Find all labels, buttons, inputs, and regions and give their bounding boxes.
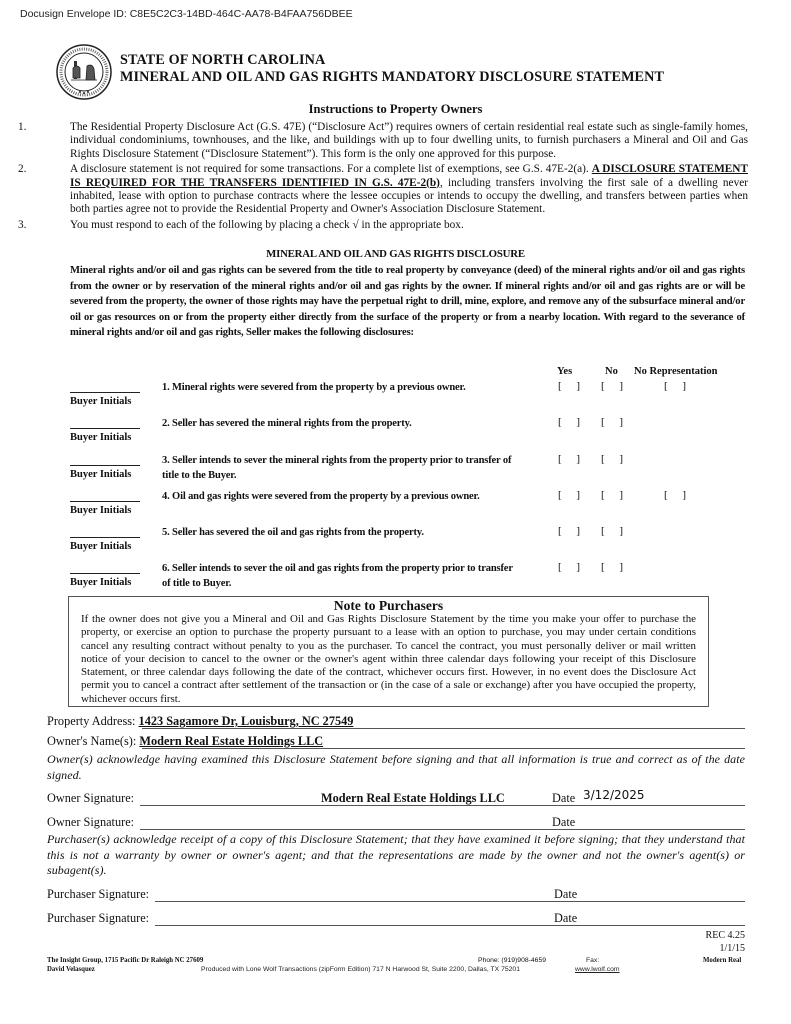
question-text: 4. Oil and gas rights were severed from the property by a previous owner.: [162, 491, 480, 502]
column-no-representation: No Representation: [634, 366, 718, 377]
instruction-item-1: 1. The Residential Property Disclosure Act (G.S. 47E) (“Disclosure Act”) requires owners of certain residential real estate such as single-family homes, individual condominiums, townhouses, and the like, and buildings with up to four dwelling units, to furnish purchasers a Mineral and Oil and Gas Rights Disclosure Statement (“Disclosure Statement”). This form is the only one approved for this purpose.: [18, 121, 748, 160]
owner-name-row: [47, 734, 323, 749]
owner-signature-row-1: [47, 788, 747, 809]
footer-produced-by: Produced with Lone Wolf Transactions (zipForm Edition) 717 N Harwood St, Suite 2200, Dallas, TX 75201: [201, 966, 520, 973]
owner-name-label: Owner's Name(s):: [47, 734, 137, 748]
purchaser-signature-row-1: [47, 887, 747, 905]
title-line-2: MINERAL AND OIL AND GAS RIGHTS MANDATORY DISCLOSURE STATEMENT: [120, 69, 665, 85]
column-no: No: [605, 366, 618, 377]
purchaser-acknowledgement: Purchaser(s) acknowledge receipt of a copy of this Disclosure Statement; that they have examined it before signing; that they understand that this is not a warranty by owner or owner's agent; and that the representations are made by the owner and not the owner's agent(s) or subagent(s).: [47, 832, 745, 877]
question-row-4: [0, 487, 791, 523]
instructions-heading: Instructions to Property Owners: [308, 102, 483, 116]
date-label: Date: [552, 815, 576, 829]
owner-name-line: [142, 748, 745, 749]
question-row-6: [0, 559, 791, 595]
note-title: Note to Purchasers: [333, 598, 444, 613]
checkbox-no[interactable]: [ ]: [601, 561, 630, 573]
property-address-label: Property Address:: [47, 714, 136, 728]
instructions-list: [18, 121, 748, 234]
checkbox-yes[interactable]: [ ]: [558, 525, 587, 537]
property-address-row: [47, 714, 353, 729]
buyer-initials-field[interactable]: [70, 573, 140, 574]
checkbox-yes[interactable]: [ ]: [558, 561, 587, 573]
checkbox-no[interactable]: [ ]: [601, 525, 630, 537]
form-code-rec: REC 4.25: [705, 930, 745, 941]
question-text: 1. Mineral rights were severed from the property by a previous owner.: [162, 382, 466, 393]
checkbox-yes[interactable]: [ ]: [558, 453, 587, 465]
owner-signature-value: Modern Real Estate Holdings LLC: [321, 791, 505, 805]
owner-acknowledgement: Owner(s) acknowledge having examined this Disclosure Statement before signing and that all information is true and correct as of the date signed.: [47, 752, 745, 782]
property-address-line: [142, 728, 745, 729]
checkbox-no[interactable]: [ ]: [601, 489, 630, 501]
date-field[interactable]: [580, 805, 745, 806]
instruction-item-2: 2. A disclosure statement is not required for some transactions. For a complete list of exemptions, see G.S. 47E-2(a). A DISCLOSURE STATEMENT IS REQUIRED FOR THE TRANSFERS IDENTIFIED IN G.S. 47E-2(b), including transfers involving the first sale of a dwelling never inhabited, lease with option to purchase contracts where the lessee occupies or intends to occupy the dwelling, and transfers between parties when both parties agree not to provide the Residential Property and Owner's Association Disclosure Statement.: [18, 163, 748, 216]
buyer-initials-field[interactable]: [70, 428, 140, 429]
checkbox-no-representation[interactable]: [ ]: [664, 380, 693, 392]
purchaser-signature-field[interactable]: [155, 901, 598, 902]
buyer-initials-field[interactable]: [70, 465, 140, 466]
checkbox-yes[interactable]: [ ]: [558, 380, 587, 392]
form-code: [706, 929, 745, 955]
date-value: 3/12/2025: [583, 788, 645, 802]
checkbox-yes[interactable]: [ ]: [558, 416, 587, 428]
question-row-5: [0, 523, 791, 559]
footer-agent: David Velasquez: [47, 966, 95, 973]
form-title: [120, 52, 664, 86]
purchaser-signature-label: Purchaser Signature:: [47, 887, 150, 901]
buyer-initials-label: Buyer Initials: [70, 396, 132, 407]
buyer-initials-label: Buyer Initials: [70, 577, 132, 588]
checkbox-no-representation[interactable]: [ ]: [664, 489, 693, 501]
column-yes: Yes: [557, 366, 573, 377]
note-body: If the owner does not give you a Mineral and Oil and Gas Rights Disclosure Statement by the time you make your offer to purchase the property, or exercise an option to purchase the property pursuant to a lease with an option to purchase, you may under certain conditions cancel any resulting contract without penalty to you as the purchaser. To cancel the contract, you must personally deliver or mail written notice of your decision to cancel to the owner or the owner's agent within three calendar days following your receipt of this Disclosure Statement, or three calendar days following the date of the contract, whichever occurs first. However, in no event does the Disclosure Act permit you to cancel a contract after settlement of the transaction or (in the case of a sale or exchange) after you have occupied the property, whichever occurs first.: [81, 613, 696, 705]
buyer-initials-field[interactable]: [70, 501, 140, 502]
footer-document-name: Modern Real: [703, 957, 742, 964]
question-row-3: [0, 451, 791, 487]
instruction-item-3: 3. You must respond to each of the following by placing a check √ in the appropriate box.: [18, 218, 464, 231]
disclosure-body: Mineral rights and/or oil and gas rights can be severed from the title to real property by conveyance (deed) of the mineral rights and/or oil and gas rights from the owner or by reservation of the mineral rights and/or oil and gas rights by the owner. If mineral rights and/or oil and gas rights are or will be severed from the property, the owner of those rights may have the perpetual right to drill, mine, explore, and remove any of the subsurface mineral and/or oil or gas resources on or from the property either directly from the surface of the property or from a nearby location. With regard to the severance of mineral rights and/or oil and gas rights, Seller makes the following disclosures:: [70, 265, 745, 338]
title-line-1: STATE OF NORTH CAROLINA: [120, 52, 326, 68]
date-label: Date: [554, 911, 578, 925]
question-text: 3. Seller intends to sever the mineral rights from the property prior to transfer of title to the Buyer.: [162, 455, 512, 481]
owner-signature-label: Owner Signature:: [47, 815, 135, 829]
question-text: 6. Seller intends to sever the oil and gas rights from the property prior to transfer of title to Buyer.: [162, 563, 513, 589]
footer-phone: Phone: (919)908-4659: [478, 957, 547, 964]
buyer-initials-label: Buyer Initials: [70, 505, 132, 516]
property-address-value[interactable]: 1423 Sagamore Dr, Louisburg, NC 27549: [138, 714, 354, 728]
docusign-envelope-id: Docusign Envelope ID: C8E5C2C3-14BD-464C-AA78-B4FAA756DBEE: [20, 8, 353, 20]
buyer-initials-field[interactable]: [70, 537, 140, 538]
form-code-date: 1/1/15: [719, 943, 745, 954]
owner-signature-field[interactable]: [140, 829, 595, 830]
question-row-2: [0, 414, 791, 450]
checkbox-no[interactable]: [ ]: [601, 453, 630, 465]
date-field[interactable]: [580, 829, 745, 830]
question-text: 2. Seller has severed the mineral rights from the property.: [162, 418, 412, 429]
owner-signature-label: Owner Signature:: [47, 791, 135, 805]
footer-company: The Insight Group, 1715 Pacific Dr Raleigh NC 27609: [47, 957, 204, 964]
checkbox-no[interactable]: [ ]: [601, 416, 630, 428]
note-to-purchasers-box: [68, 596, 709, 707]
purchaser-signature-label: Purchaser Signature:: [47, 911, 150, 925]
date-label: Date: [552, 791, 576, 805]
buyer-initials-label: Buyer Initials: [70, 541, 132, 552]
question-text: 5. Seller has severed the oil and gas rights from the property.: [162, 527, 424, 538]
checkbox-yes[interactable]: [ ]: [558, 489, 587, 501]
purchaser-signature-row-2: [47, 911, 747, 929]
question-row-1: [0, 378, 791, 414]
buyer-initials-label: Buyer Initials: [70, 432, 132, 443]
nc-seal-icon: [56, 44, 112, 100]
checkbox-no[interactable]: [ ]: [601, 380, 630, 392]
date-field[interactable]: [582, 925, 745, 926]
footer-link[interactable]: www.lwolf.com: [575, 966, 620, 973]
owner-name-value[interactable]: Modern Real Estate Holdings LLC: [139, 734, 324, 748]
buyer-initials-field[interactable]: [70, 392, 140, 393]
footer-fax: Fax:: [586, 957, 600, 964]
date-label: Date: [554, 887, 578, 901]
disclosure-heading: MINERAL AND OIL AND GAS RIGHTS DISCLOSURE: [266, 248, 525, 260]
owner-signature-row-2: [47, 815, 747, 833]
date-field[interactable]: [582, 901, 745, 902]
buyer-initials-label: Buyer Initials: [70, 469, 132, 480]
purchaser-signature-field[interactable]: [155, 925, 598, 926]
